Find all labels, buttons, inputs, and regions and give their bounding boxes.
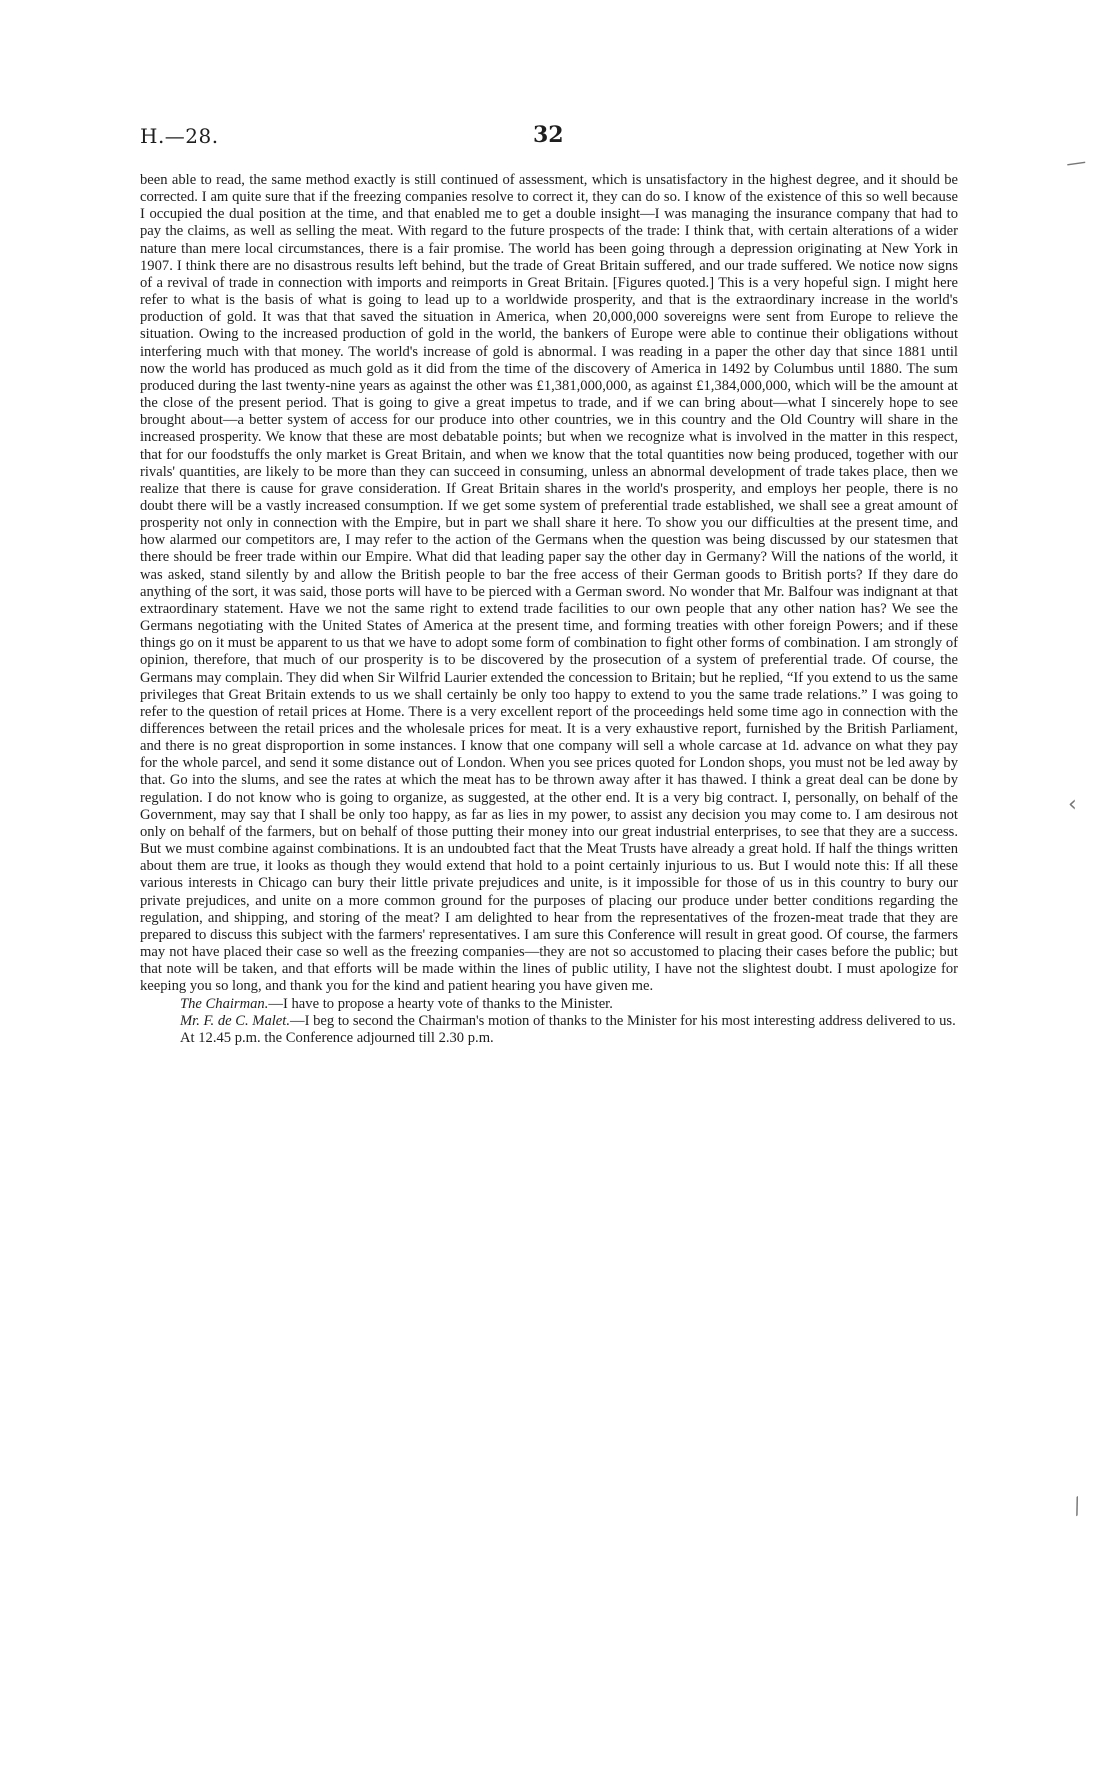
page-number: 32 [533, 122, 564, 148]
page-header [140, 124, 958, 150]
speech-text: —I have to propose a hearty vote of thanks to the Minister. [268, 995, 613, 1012]
body-paragraph: been able to read, the same method exactly is still continued of assessment, which is unsatisfactory in the highest degree, and it should be corrected. I am quite sure that if the freezing companies resolve to correct it, they can do so. I know of the existence of this so well because I occupied the dual position at the time, and that enabled me to get a double insight—I was managing the insurance company that had to pay the claims, as well as selling the meat. With regard to the future prospects of the trade: I think that, with certain alterations of a wider nature than mere local circumstances, there is a fair promise. The world has been going through a depression originating at New York in 1907. I think there are no disastrous results left behind, but the trade of Great Britain suffered, and our trade suffered. We notice now signs of a revival of trade in connection with imports and reimports in Great Britain. [Figures quoted.] This is a very hopeful sign. I might here refer to what is the basis of what is going to lead up to a worldwide prosperity, and that is the extraordinary increase in the world's production of gold. It was that that saved the situation in America, when 20,000,000 sovereigns were sent from Europe to relieve the situation. Owing to the increased production of gold in the world, the bankers of Europe were able to continue their obligations without interfering much with that money. The world's increase of gold is abnormal. I was reading in a paper the other day that since 1881 until now the world has produced as much gold as it did from the time of the discovery of America in 1492 by Columbus until 1880. The sum produced during the last twenty-nine years as against the other was £1,381,000,000, as against £1,384,000,000, which will be the amount at the close of the present period. That is going to give a great impetus to trade, and if we can bring about—what I sincerely hope to see brought about—a better system of access for our produce into other countries, we in this country and the Old Country will share in the increased prosperity. We know that these are most debatable points; but when we recognize what is involved in the matter in this respect, that for our foodstuffs the only market is Great Britain, and when we know that the total quantities now being produced, together with our rivals' quantities, are likely to be more than they can succeed in consuming, unless an abnormal development of trade takes place, then we realize that there is cause for grave consideration. If Great Britain shares in the world's prosperity, and employs her people, there is no doubt there will be a vastly increased consumption. If we get some system of preferential trade established, we shall see a great amount of prosperity not only in connection with the Empire, but in part we shall share it here. To show you our difficulties at the present time, and how alarmed our competitors are, I may refer to the action of the Germans when the question was being discussed by our statesmen that there should be freer trade within our Empire. What did that leading paper say the other day in Germany? Will the nations of the world, it was asked, stand silently by and allow the British people to bar the free access of their German goods to British ports? If they dare do anything of the sort, it was said, those ports will have to be pierced with a German sword. No wonder that Mr. Balfour was indignant at that extraordinary statement. Have we not the same right to extend trade facilities to our own people that any other nation has? We see the Germans negotiating with the United States of America at the present time, and forming treaties with other foreign Powers; and if these things go on it must be apparent to us that we have to adopt some form of combination to fight other forms of combination. I am strongly of opinion, therefore, that much of our prosperity is to be discovered by the prosecution of a system of preferential trade. Of course, the Germans may complain. They did when Sir Wilfrid Laurier extended the concession to Britain; but he replied, “If you extend to us the same privileges that Great Britain extends to us we shall certainly be only too happy to extend to you the same trade relations.” I was going to refer to the question of retail prices at Home. There is a very excellent report of the proceedings held some time ago in connection with the differences between the retail prices and the wholesale prices for meat. It is a very exhaustive report, furnished by the British Parliament, and there is no great disproportion in some instances. I know that one company will sell a whole carcase at 1d. advance on what they pay for the whole parcel, and send it some distance out of London. When you see prices quoted for London shops, you must not be led away by that. Go into the slums, and see the rates at which the meat has to be thrown away after it has thawed. I think a great deal can be done by regulation. I do not know who is going to organize, as suggested, at the other end. It is a very big contract. I, personally, on behalf of the Government, may say that I shall be only too happy, as far as lies in my power, to assist any decision you may come to. I am desirous not only on behalf of the farmers, but on behalf of those putting their money into our great industrial enterprises, to see that they are a success. But we must combine against combinations. It is an undoubted fact that the Meat Trusts have already a great hold. If half the things written about them are true, it looks as though they would extend that hold to a point certainly injurious to us. But I would note this: If all these various interests in Chicago can bury their little private prejudices and unite, is it impossible for those of us in this country to bury our private prejudices, and unite on a more common ground for the purposes of placing our produce under better conditions regarding the regulation, and shipping, and storing of the meat? I am delighted to hear from the representatives of the frozen-meat trade that they are prepared to discuss this subject with the farmers' representatives. I am sure this Conference will result in great good. Of course, the farmers may not have placed their case so well as the freezing companies—they are not so accustomed to placing their cases before the public; but that note will be taken, and that efforts will be made within the lines of public utility, I have not the slightest doubt. I must apologize for keeping you so long, and thank you for the kind and patient hearing you have given me. [140, 172, 958, 995]
chairman-speech [140, 996, 958, 1013]
speaker-name: Mr. F. de C. Malet. [180, 1012, 290, 1029]
malet-speech [140, 1013, 958, 1030]
document-reference: H.—28. [140, 124, 219, 148]
margin-pencil-mark: ‹ [1068, 792, 1077, 817]
speech-text: —I beg to second the Chairman's motion of thanks to the Minister for his most interesting address delivered to us. [290, 1012, 956, 1029]
page-body [140, 172, 958, 1047]
speaker-name: The Chairman. [180, 995, 269, 1012]
margin-pencil-mark: — [1064, 148, 1088, 176]
margin-pencil-mark: ⁄ [1069, 1495, 1086, 1520]
adjournment-note: At 12.45 p.m. the Conference adjourned till 2.30 p.m. [180, 1029, 494, 1046]
